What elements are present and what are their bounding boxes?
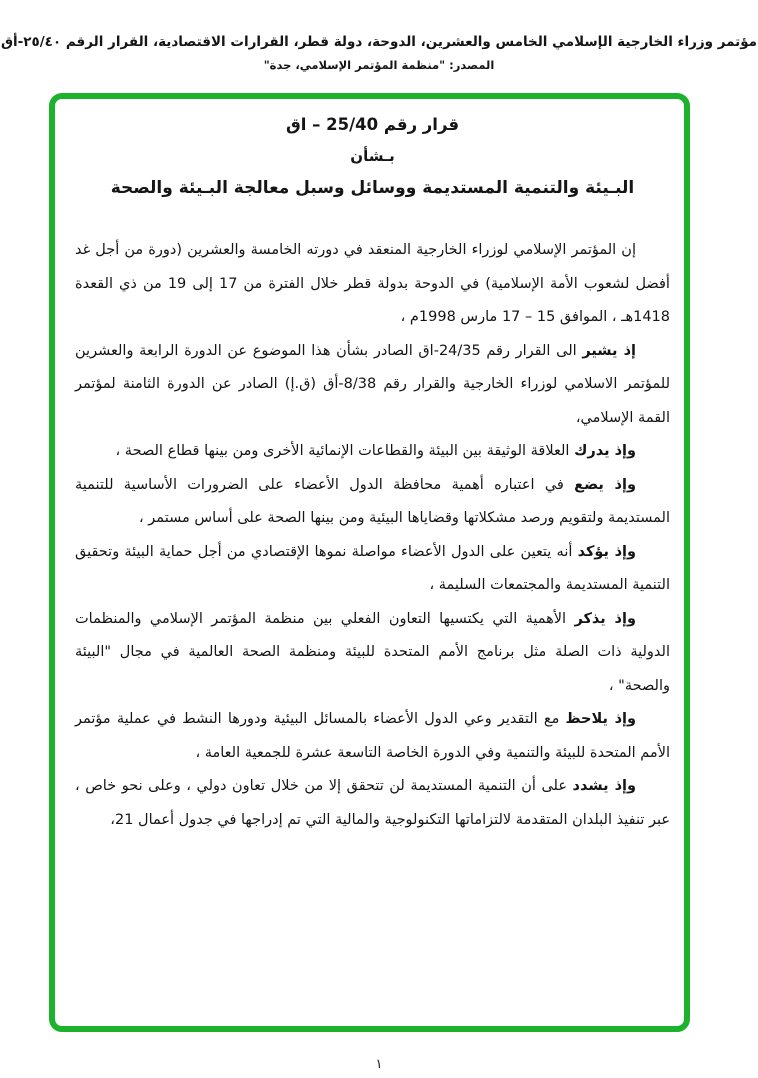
paragraph-text: العلاقة الوثيقة بين البيئة والقطاعات الإنمائية الأخرى ومن بينها قطاع الصحة ، [115,443,575,459]
paragraph-lead: وإذ يشدد [572,778,636,794]
paragraph-text: إن المؤتمر الإسلامي لوزراء الخارجية المنعقد في دورته الخامسة والعشرين (دورة من أجل غد أفضل لشعوب الأمة الإسلامية) في الدوحة بدولة قطر خلال الفترة من 17 إلى 19 من ذي القعدة 1418هـ ، الموافق 15 – 17 مارس 1998م ، [75,242,670,325]
paragraph-preamble [75,234,670,335]
paragraph-lead: وإذ يدرك [574,443,636,459]
paragraph-lead: إذ يشير [582,342,636,359]
paragraph-text: في اعتباره أهمية محافظة الدول الأعضاء على الضرورات الأساسية للتنمية المستديمة ولتقويم ورصد مشكلاتها وقضاياها البيئية ومن بينها الصحة على أساس مستمر ، [75,476,670,526]
paragraph-text: مع التقدير وعي الدول الأعضاء بالمسائل البيئية ودورها النشط في عملية مؤتمر الأمم المتحدة للبيئة والتنمية وفي الدورة الخاصة التاسعة عشرة للجمعية العامة ، [75,711,670,761]
header-source-line: المصدر: "منظمة المؤتمر الإسلامي، جدة" [263,58,495,72]
paragraph-recognizing [75,435,670,469]
resolution-number-title: قرار رقم 25/40 – اق [285,115,460,134]
paragraph-mentioning [75,603,670,704]
paragraph-noting [75,703,670,770]
paragraph-recalling [75,335,670,436]
page-number: ١ [375,1057,383,1072]
paragraph-stressing [75,770,670,837]
paragraph-lead: وإذ يؤكد [577,543,636,560]
paragraph-text: الى القرار رقم 24/35-اق الصادر بشأن هذا الموضوع عن الدورة الرابعة والعشرين للمؤتمر الاسلامي لوزراء الخارجية والقرار رقم 8/38-أق (ق.إ) الصادر عن الدورة الثامنة لمؤتمر القمة الإسلامي، [75,342,670,426]
paragraph-text: أنه يتعين على الدول الأعضاء مواصلة نموها الإقتصادي من أجل حماية البيئة وتحقيق التنمية المستديمة والمجتمعات السليمة ، [75,543,670,593]
resolution-border-box [49,93,690,1032]
paragraph-text: الأهمية التي يكتسيها التعاون الفعلي بين منظمة المؤتمر الإسلامي والمنظمات الدولية ذات الصلة مثل برنامج الأمم المتحدة للبيئة ومنظمة الصحة العالمية في مجال "البيئة والصحة" ، [75,610,670,694]
resolution-title-block [75,115,670,198]
paragraph-lead: وإذ يذكر [574,610,636,627]
paragraph-text: على أن التنمية المستديمة لن تتحقق إلا من خلال تعاون دولي ، وعلى نحو خاص ، عبر تنفيذ البلدان المتقدمة لالتزاماتها التكنولوجية والمالية التي تم إدراجها في جدول أعمال 21، [75,778,670,828]
paragraph-affirming [75,536,670,603]
paragraph-lead: وإذ يلاحظ [565,711,636,727]
paragraph-considering [75,469,670,536]
document-source-header [0,34,758,72]
header-conference-line: مؤتمر وزراء الخارجية الإسلامي الخامس والعشرين، الدوحة، دولة قطر، القرارات الاقتصادية، القرار الرقم ٢٥/٤٠-أق [0,34,758,50]
resolution-regarding-label: بـشأن [350,147,395,165]
paragraph-lead: وإذ يضع [574,476,636,493]
resolution-subject-title: البـيئة والتنمية المستديمة ووسائل وسبل معالجة البـيئة والصحة [110,178,635,198]
resolution-body [75,234,670,837]
